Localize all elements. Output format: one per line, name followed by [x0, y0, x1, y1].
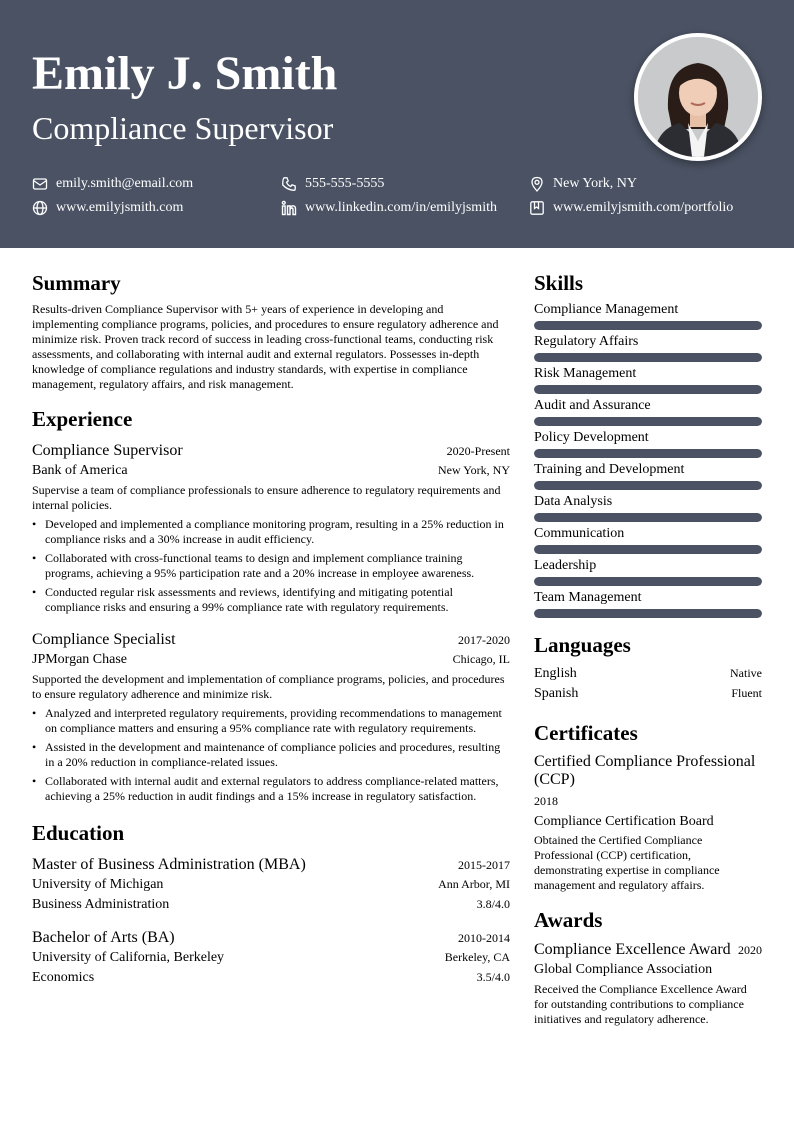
award-name: Compliance Excellence Award	[534, 941, 731, 958]
contact-email[interactable]	[32, 174, 193, 194]
education-entry	[32, 854, 510, 915]
skill-level-fill	[534, 481, 762, 490]
degree: Master of Business Administration (MBA)	[32, 856, 306, 873]
skill-level-fill	[534, 385, 762, 394]
skill-level-fill	[534, 417, 762, 426]
skill-level-bar	[534, 577, 762, 586]
skill-item	[534, 428, 762, 458]
award-description: Received the Compliance Excellence Award for outstanding contributions to compliance initiatives and regulatory adherence.	[534, 982, 747, 1026]
skills-section	[534, 268, 762, 618]
experience-section	[32, 404, 510, 804]
side-column	[534, 268, 762, 1027]
language-row	[534, 664, 762, 684]
job-bullet: • Collaborated with cross-functional teams to design and implement compliance training programs, achieving a 95% participation rate and a 20% increase in employee awareness.	[32, 551, 510, 581]
skill-level-fill	[534, 513, 762, 522]
contact-portfolio-text: www.emilyjsmith.com/portfolio	[553, 200, 734, 215]
awards-section	[534, 905, 762, 1027]
main-column	[32, 268, 510, 988]
job-bullet: • Assisted in the development and maintenance of compliance policies and procedures, resulting in a 20% reduction in compliance-related issues.	[32, 740, 510, 770]
contact-phone-text: 555-555-5555	[305, 176, 385, 191]
experience-entry	[32, 629, 510, 804]
skill-name: Compliance Management	[534, 302, 679, 317]
skill-name: Team Management	[534, 590, 642, 605]
award-issuer: Global Compliance Association	[534, 962, 713, 977]
job-bullet: • Analyzed and interpreted regulatory requirements, providing recommendations to management on compliance matters and ensuring a 95% compliance rate with regulatory requirements.	[32, 706, 510, 736]
education-heading: Education	[32, 821, 125, 845]
skill-level-bar	[534, 321, 762, 330]
award-entry	[534, 939, 762, 1027]
skill-level-bar	[534, 353, 762, 362]
skill-item	[534, 556, 762, 586]
degree: Bachelor of Arts (BA)	[32, 929, 175, 946]
language-name: Spanish	[534, 686, 579, 701]
skill-item	[534, 300, 762, 330]
certificate-name: Certified Compliance Professional (CCP)	[534, 753, 756, 788]
map-pin-icon	[529, 176, 545, 192]
job-bullets	[32, 706, 510, 804]
certificate-issuer: Compliance Certification Board	[534, 814, 714, 829]
contact-website-text: www.emilyjsmith.com	[56, 200, 184, 215]
language-row	[534, 684, 762, 704]
language-level: Fluent	[731, 686, 762, 700]
contact-phone[interactable]	[281, 174, 384, 194]
job-bullets	[32, 517, 510, 615]
skill-level-fill	[534, 577, 762, 586]
certificate-description: Obtained the Certified Compliance Professional (CCP) certification, demonstrating expertise in compliance management and regulatory affairs.	[534, 833, 720, 892]
education-entry	[32, 927, 510, 988]
job-description: Supervise a team of compliance professionals to ensure adherence to regulatory requirements and internal policies.	[32, 483, 501, 512]
skill-name: Training and Development	[534, 462, 685, 477]
job-company: JPMorgan Chase	[32, 652, 128, 667]
contact-portfolio[interactable]	[529, 198, 733, 218]
job-location: Chicago, IL	[452, 652, 510, 666]
skill-name: Risk Management	[534, 366, 637, 381]
profile-photo	[634, 33, 762, 161]
education-section	[32, 818, 510, 988]
linkedin-icon	[281, 200, 297, 216]
language-name: English	[534, 666, 577, 681]
contact-location	[529, 174, 637, 194]
skill-item	[534, 460, 762, 490]
skill-name: Policy Development	[534, 430, 649, 445]
school-location: Berkeley, CA	[444, 950, 510, 964]
skill-level-bar	[534, 481, 762, 490]
certificate-year: 2018	[534, 794, 558, 808]
skill-item	[534, 332, 762, 362]
skill-level-bar	[534, 417, 762, 426]
job-bullet: • Developed and implemented a compliance monitoring program, resulting in a 25% reduction in compliance risks and a 30% increase in audit efficiency.	[32, 517, 510, 547]
education-dates: 2010-2014	[458, 931, 510, 945]
skill-level-bar	[534, 385, 762, 394]
skills-heading: Skills	[534, 271, 584, 295]
candidate-title: Compliance Supervisor	[32, 110, 334, 146]
skill-level-fill	[534, 449, 762, 458]
language-level: Native	[730, 666, 762, 680]
phone-icon	[281, 176, 297, 192]
resume-header	[0, 0, 794, 248]
globe-icon	[32, 200, 48, 216]
skill-name: Data Analysis	[534, 494, 613, 509]
job-bullet: • Collaborated with internal audit and external regulators to address compliance-related matters, achieving a 25% reduction in audit findings and a 15% increase in regulatory satisfaction.	[32, 774, 510, 804]
job-location: New York, NY	[437, 463, 510, 477]
field-of-study: Business Administration	[32, 897, 170, 912]
job-description: Supported the development and implementation of compliance programs, policies, and procedures to ensure regulatory adherence and minimize risk.	[32, 672, 505, 701]
skill-level-fill	[534, 321, 762, 330]
skill-level-fill	[534, 609, 762, 618]
skill-item	[534, 364, 762, 394]
skill-level-bar	[534, 449, 762, 458]
skill-level-bar	[534, 513, 762, 522]
award-year: 2020	[738, 943, 762, 957]
field-of-study: Economics	[32, 970, 95, 985]
contact-linkedin-text: www.linkedin.com/in/emilyjsmith	[305, 200, 497, 215]
job-company: Bank of America	[32, 463, 128, 478]
profile-photo-illustration	[638, 37, 758, 157]
skill-name: Leadership	[534, 558, 597, 573]
gpa: 3.8/4.0	[476, 897, 510, 911]
job-title: Compliance Supervisor	[32, 442, 183, 459]
job-title: Compliance Specialist	[32, 631, 176, 648]
skill-level-bar	[534, 609, 762, 618]
school-location: Ann Arbor, MI	[438, 877, 510, 891]
school: University of Michigan	[32, 877, 164, 892]
languages-section	[534, 630, 762, 704]
contact-location-text: New York, NY	[553, 176, 638, 191]
contact-linkedin[interactable]	[281, 198, 497, 218]
skill-item	[534, 396, 762, 426]
skill-level-fill	[534, 545, 762, 554]
summary-heading: Summary	[32, 271, 121, 295]
skill-level-bar	[534, 545, 762, 554]
skill-name: Regulatory Affairs	[534, 334, 639, 349]
job-dates: 2020-Present	[446, 444, 510, 458]
skill-item	[534, 492, 762, 522]
experience-heading: Experience	[32, 407, 133, 431]
certificates-section	[534, 718, 762, 893]
contact-website[interactable]	[32, 198, 183, 218]
experience-entry	[32, 440, 510, 615]
school: University of California, Berkeley	[32, 950, 225, 965]
job-dates: 2017-2020	[458, 633, 510, 647]
skill-name: Communication	[534, 526, 625, 541]
languages-heading: Languages	[534, 633, 631, 657]
contact-email-text: emily.smith@email.com	[56, 176, 194, 191]
skills-list	[534, 300, 762, 618]
awards-heading: Awards	[534, 908, 603, 932]
skill-item	[534, 588, 762, 618]
envelope-icon	[32, 176, 48, 192]
skill-item	[534, 524, 762, 554]
summary-text: Results-driven Compliance Supervisor with 5+ years of experience in developing and implementing compliance programs, policies, and procedures to ensure regulatory adherence and minimize risk. Proven track record of success in leading cross-functional teams, conducting risk assessments, and collaborating with internal audit and external regulators. Possesses in-depth knowledge of compliance regulations and industry standards, with expertise in compliance management, regulatory affairs, and risk management.	[32, 302, 499, 391]
skill-name: Audit and Assurance	[534, 398, 651, 413]
education-dates: 2015-2017	[458, 858, 510, 872]
skill-level-fill	[534, 353, 762, 362]
job-bullet: • Conducted regular risk assessments and reviews, identifying and mitigating potential compliance risks and ensuring a 99% compliance rate with regulatory requirements.	[32, 585, 510, 615]
summary-section	[32, 268, 510, 392]
certificates-heading: Certificates	[534, 721, 638, 745]
certificate-entry	[534, 753, 762, 893]
portfolio-icon	[529, 200, 545, 216]
candidate-name: Emily J. Smith	[32, 47, 338, 100]
gpa: 3.5/4.0	[476, 970, 510, 984]
